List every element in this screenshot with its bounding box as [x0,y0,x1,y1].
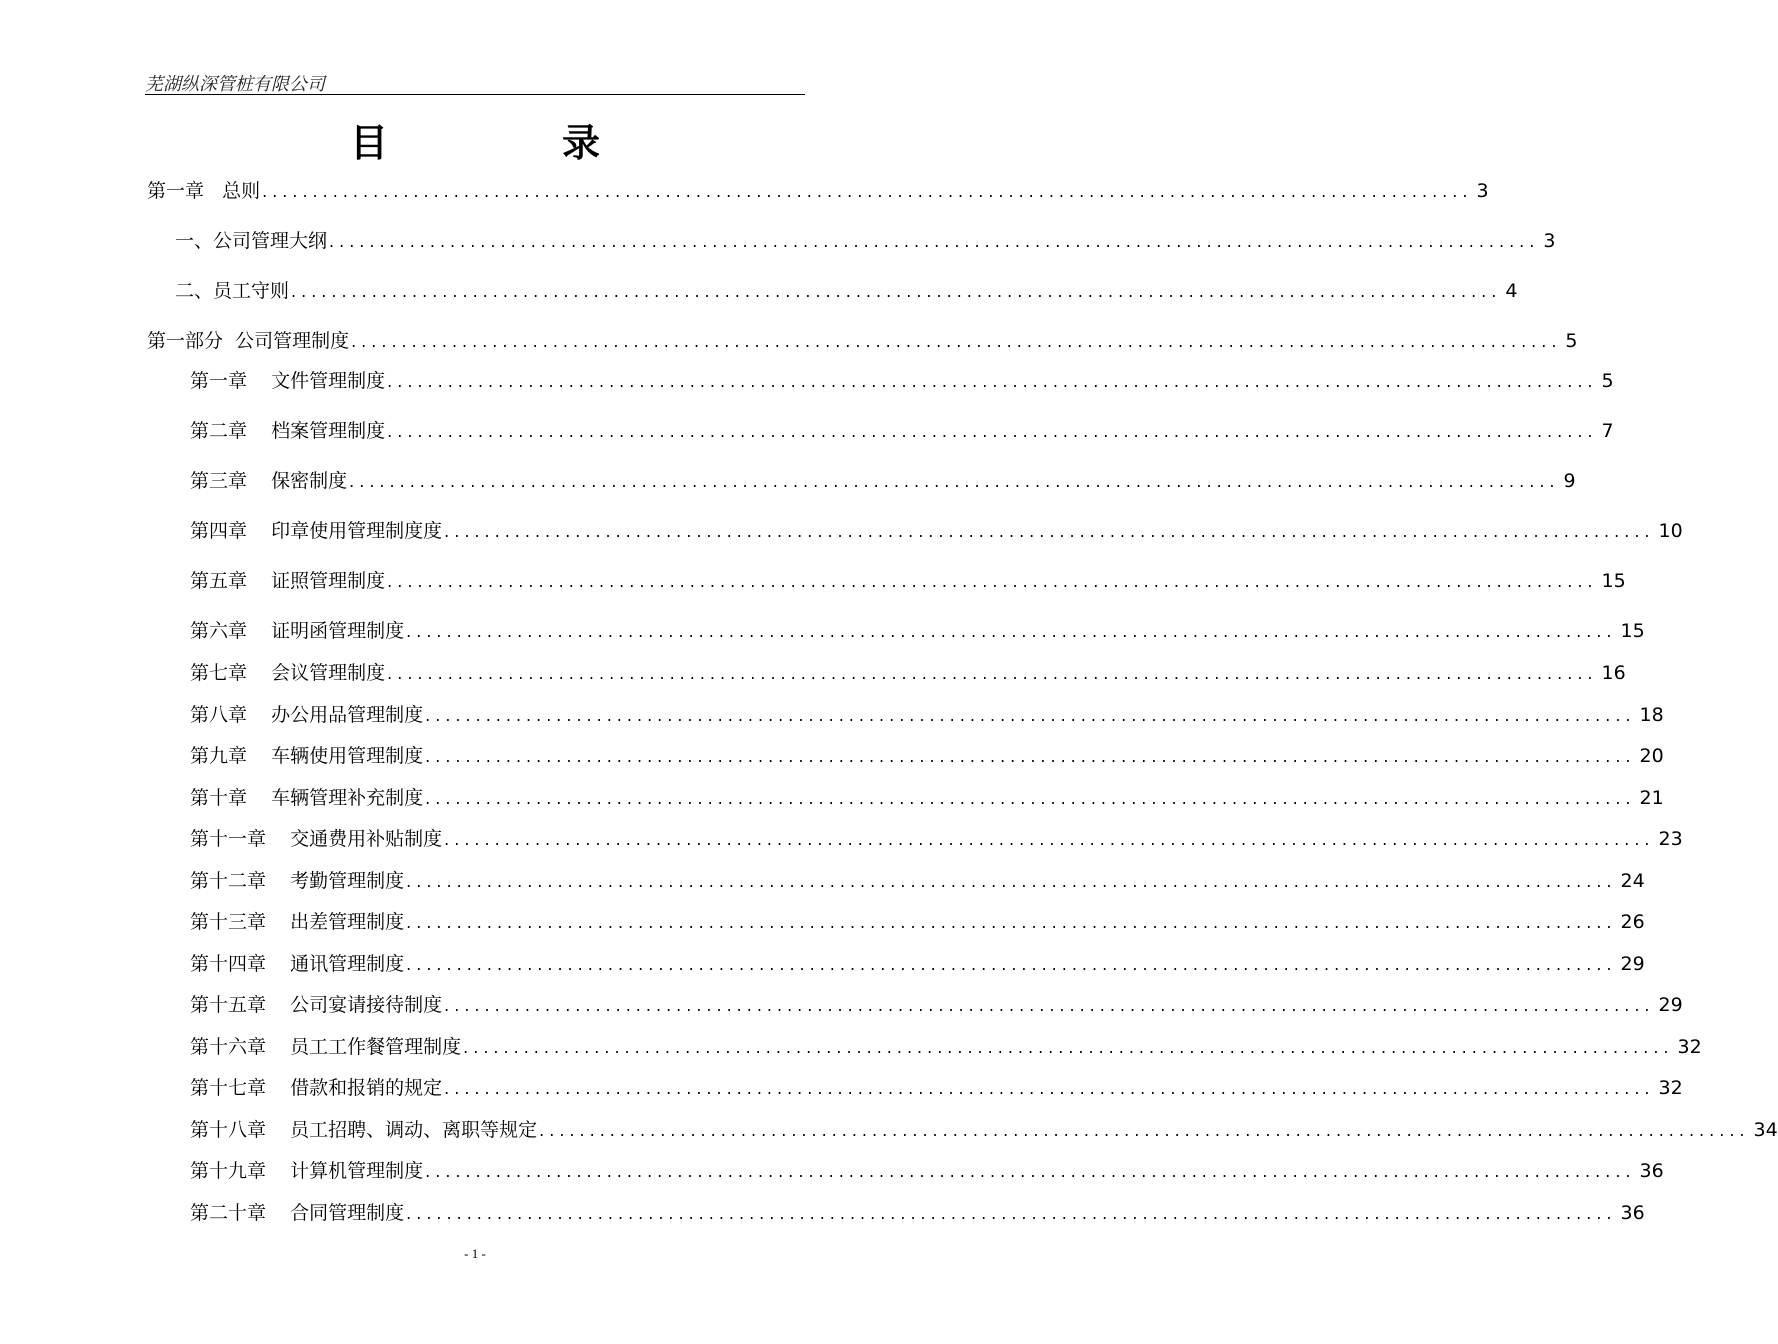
toc-entry-page: 5 [1565,330,1578,352]
toc-leader-dots: ........................................................................................................................ [291,282,1502,301]
toc-leader-dots: ........................................................................................................................ [349,472,1560,491]
toc-leader-dots: ........................................................................................................................ [329,232,1540,251]
toc-entry-label: 第五章 证照管理制度 [190,570,386,592]
toc-entry-page: 15 [1620,620,1645,642]
toc-entry[interactable] [190,366,1614,396]
toc-entry-page: 9 [1563,470,1576,492]
toc-entry[interactable] [190,741,1664,771]
toc-leader-dots: ........................................................................................................................ [406,913,1617,932]
page-header [145,66,805,95]
toc-entry-page: 36 [1639,1160,1664,1182]
toc-entry[interactable] [175,276,1518,306]
toc-entry-label: 一、公司管理大纲 [175,230,328,252]
toc-entry-page: 3 [1543,230,1556,252]
toc-entry-label: 第一章 文件管理制度 [190,370,386,392]
toc-leader-dots: ........................................................................................................................ [444,996,1655,1015]
page-title [0,112,950,172]
toc-entry-label: 第十七章 借款和报销的规定 [190,1077,443,1099]
toc-entry[interactable] [190,907,1645,937]
toc-entry-label: 第十一章 交通费用补贴制度 [190,828,443,850]
toc-leader-dots: ........................................................................................................................ [406,1204,1617,1223]
toc-entry[interactable] [190,1073,1683,1103]
toc-entry-label: 第一部分 公司管理制度 [147,330,350,352]
toc-entry-page: 7 [1601,420,1614,442]
toc-leader-dots: ........................................................................................................................ [387,372,1598,391]
title-char-right: 录 [562,121,601,165]
toc-entry[interactable] [190,824,1683,854]
toc-entry-page: 32 [1677,1036,1702,1058]
toc-leader-dots: ........................................................................................................................ [425,1162,1636,1181]
toc-entry[interactable] [147,326,1578,356]
toc-entry-page: 24 [1620,870,1645,892]
toc-entry-page: 18 [1639,704,1664,726]
toc-entry-page: 26 [1620,911,1645,933]
toc-leader-dots: ........................................................................................................................ [425,747,1636,766]
toc-entry[interactable] [190,1032,1702,1062]
toc-entry-label: 第二章 档案管理制度 [190,420,386,442]
toc-entry-label: 第十六章 员工工作餐管理制度 [190,1036,462,1058]
toc-entry[interactable] [190,949,1645,979]
toc-leader-dots: ........................................................................................................................ [444,830,1655,849]
toc-entry-page: 16 [1601,662,1626,684]
toc-leader-dots: ........................................................................................................................ [387,422,1598,441]
toc-entry[interactable] [190,866,1645,896]
toc-leader-dots: ........................................................................................................................ [351,332,1562,351]
toc-entry[interactable] [190,1156,1664,1186]
toc-entry-page: 32 [1658,1077,1683,1099]
toc-entry[interactable] [190,700,1664,730]
toc-leader-dots: ........................................................................................................................ [444,522,1655,541]
toc-entry[interactable] [190,516,1683,546]
toc-entry-label: 第十章 车辆管理补充制度 [190,787,424,809]
toc-entry-page: 5 [1601,370,1614,392]
toc-entry-label: 第七章 会议管理制度 [190,662,386,684]
toc-entry[interactable] [190,1115,1778,1145]
toc-entry-page: 29 [1620,953,1645,975]
toc-entry[interactable] [190,783,1664,813]
toc-entry-label: 第八章 办公用品管理制度 [190,704,424,726]
toc-entry-label: 第九章 车辆使用管理制度 [190,745,424,767]
toc-entry-label: 第三章 保密制度 [190,470,348,492]
page-number: - 1 - [464,1246,486,1261]
toc-entry-label: 第十五章 公司宴请接待制度 [190,994,443,1016]
toc-entry-label: 第十四章 通讯管理制度 [190,953,405,975]
toc-leader-dots: ........................................................................................................................ [387,572,1598,591]
toc-entry-label: 第二十章 合同管理制度 [190,1202,405,1224]
title-char-left: 目 [350,121,389,165]
toc-entry-label: 第十三章 出差管理制度 [190,911,405,933]
toc-entry[interactable] [175,226,1556,256]
toc-leader-dots: ........................................................................................................................ [387,664,1598,683]
toc-entry-page: 29 [1658,994,1683,1016]
toc-leader-dots: ........................................................................................................................ [425,706,1636,725]
toc-leader-dots: ........................................................................................................................ [463,1038,1674,1057]
toc-entry[interactable] [190,1198,1645,1228]
toc-entry-label: 第一章 总则 [147,180,261,202]
toc-leader-dots: ........................................................................................................................ [406,622,1617,641]
toc-entry-label: 第十二章 考勤管理制度 [190,870,405,892]
toc-leader-dots: ........................................................................................................................ [539,1121,1750,1140]
toc-entry-label: 第十九章 计算机管理制度 [190,1160,424,1182]
toc-entry-page: 36 [1620,1202,1645,1224]
toc-entry[interactable] [190,658,1626,688]
toc-entry-page: 4 [1505,280,1518,302]
toc-entry[interactable] [190,616,1645,646]
toc-entry-page: 3 [1476,180,1489,202]
toc-entry[interactable] [147,176,1489,206]
toc-entry-label: 第六章 证明函管理制度 [190,620,405,642]
toc-leader-dots: ........................................................................................................................ [262,182,1473,201]
toc-entry-label: 第十八章 员工招聘、调动、离职等规定 [190,1119,538,1141]
toc-entry-page: 23 [1658,828,1683,850]
toc-leader-dots: ........................................................................................................................ [444,1079,1655,1098]
toc-entry-label: 第四章 印章使用管理制度度 [190,520,443,542]
toc-entry-page: 10 [1658,520,1683,542]
company-name: 芜湖纵深管桩有限公司 [145,74,325,95]
toc-leader-dots: ........................................................................................................................ [406,955,1617,974]
toc-entry-label: 二、员工守则 [175,280,290,302]
toc-entry[interactable] [190,416,1614,446]
toc-entry-page: 21 [1639,787,1664,809]
toc-entry[interactable] [190,566,1626,596]
toc-entry-page: 20 [1639,745,1664,767]
toc-entry[interactable] [190,466,1576,496]
toc-entry[interactable] [190,990,1683,1020]
toc-entry-page: 34 [1753,1119,1778,1141]
toc-entry-page: 15 [1601,570,1626,592]
toc-leader-dots: ........................................................................................................................ [406,872,1617,891]
toc-leader-dots: ........................................................................................................................ [425,789,1636,808]
